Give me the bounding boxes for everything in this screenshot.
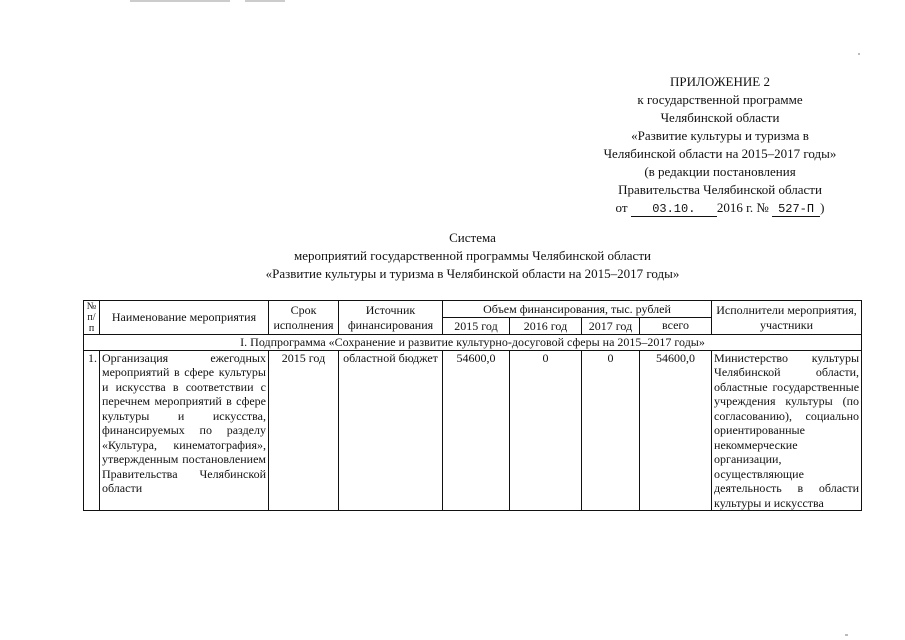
- header-term: Срок исполнения: [269, 301, 339, 335]
- appendix-line: (в редакции постановления: [644, 164, 796, 179]
- cell-name: Организация ежегодных мероприятий в сфере культуры и искусства в соответствии с перечнем мероприятий в сфере культуры и искусства, финансируемых по разделу «Культура, кинематография», утвержденным постановлением Правительства Челябинской области: [100, 350, 269, 511]
- header-num: № п/п: [84, 301, 100, 335]
- document-title: [200, 229, 745, 283]
- header-2017: 2017 год: [582, 318, 640, 335]
- measures-table: [83, 300, 862, 511]
- cell-executors: Министерство культуры Челябинской области, областные государственные учреждения культуры (по согласованию), социально ориентированные некоммерческие организации, осуществляющие деятельность в области культуры и искусства: [712, 350, 862, 511]
- scan-speck: [858, 53, 860, 55]
- scan-artifact: [130, 0, 230, 2]
- header-source: Источник финансирования: [339, 301, 443, 335]
- header-total: всего: [640, 318, 712, 335]
- appendix-header: [560, 73, 880, 217]
- header-funding: Объем финансирования, тыс. рублей: [443, 301, 712, 318]
- cell-2016: 0: [510, 350, 582, 511]
- section-title: I. Подпрограмма «Сохранение и развитие культурно-досуговой сферы на 2015–2017 годы»: [84, 335, 862, 351]
- appendix-line: Правительства Челябинской области: [618, 182, 822, 197]
- appendix-title: ПРИЛОЖЕНИЕ 2: [670, 74, 770, 89]
- cell-term: 2015 год: [269, 350, 339, 511]
- cell-num: 1.: [84, 350, 100, 511]
- header-2015: 2015 год: [443, 318, 510, 335]
- appendix-line: Челябинской области на 2015–2017 годы»: [603, 146, 837, 161]
- header-2016: 2016 год: [510, 318, 582, 335]
- appendix-line: «Развитие культуры и туризма в: [631, 128, 809, 143]
- title-line: мероприятий государственной программы Челябинской области: [294, 248, 651, 263]
- scan-speck: [845, 634, 848, 636]
- from-prefix: от: [615, 200, 628, 215]
- resolution-date: 03.10.: [631, 202, 717, 217]
- closing-paren: ): [820, 200, 825, 215]
- resolution-date-line: [560, 199, 880, 217]
- cell-total: 54600,0: [640, 350, 712, 511]
- table-row: [84, 350, 862, 511]
- section-row: [84, 335, 862, 351]
- cell-source: областной бюджет: [339, 350, 443, 511]
- appendix-line: Челябинской области: [660, 110, 780, 125]
- scan-artifact: [245, 0, 285, 2]
- cell-2017: 0: [582, 350, 640, 511]
- resolution-year: 2016 г. №: [716, 200, 769, 215]
- cell-2015: 54600,0: [443, 350, 510, 511]
- title-line: «Развитие культуры и туризма в Челябинской области на 2015–2017 годы»: [265, 266, 680, 281]
- appendix-line: к государственной программе: [637, 92, 803, 107]
- header-executors: Исполнители мероприятия, участники: [712, 301, 862, 335]
- title-line: Система: [449, 230, 496, 245]
- header-name: Наименование мероприятия: [100, 301, 269, 335]
- resolution-number: 527-П: [772, 202, 820, 217]
